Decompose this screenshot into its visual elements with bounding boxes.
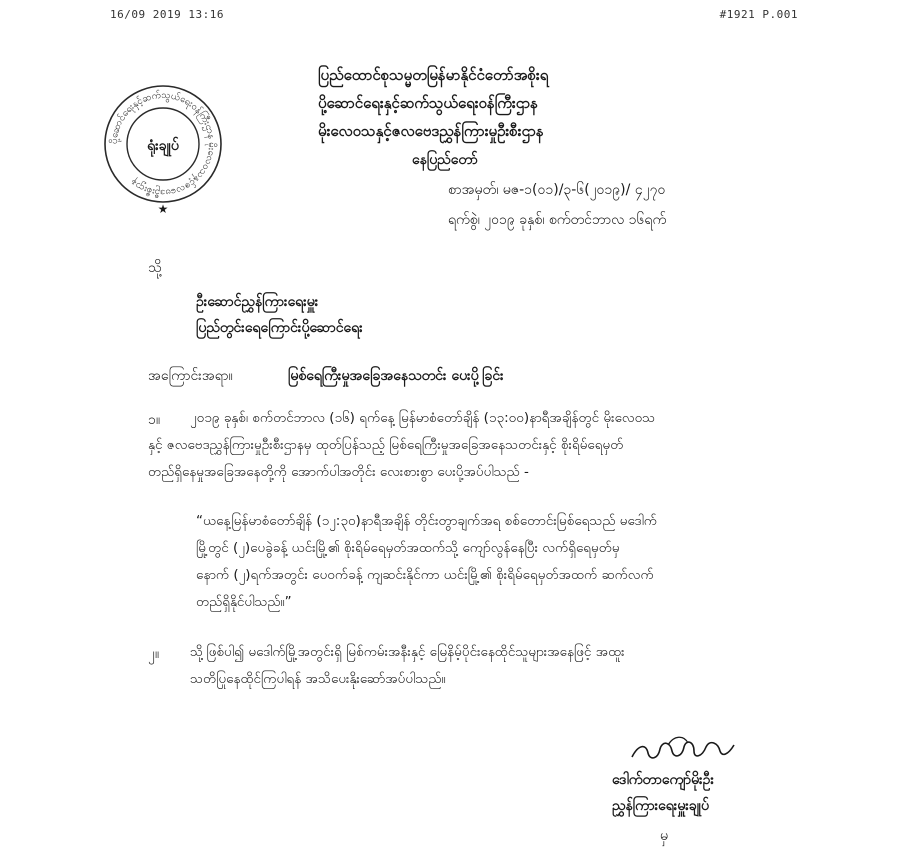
office-seal-stamp	[100, 74, 226, 218]
letter-date: ရက်စွဲ၊ ၂၀၁၉ ခုနှစ်၊ စက်တင်ဘာလ ၁၆ရက်	[448, 212, 667, 228]
handwritten-signature	[628, 735, 738, 765]
forecast-quote-line-3: နောက် (၂)ရက်အတွင်း ပေ၀က်ခန့် ကျဆင်းနိုင်ကာ ယင်းမြို့၏ စိုးရိမ်ရေမှတ်အထက် ဆက်လက်	[196, 567, 654, 583]
paragraph-2-number: ၂။	[148, 646, 160, 662]
header-ministry: ပို့ဆောင်ရေးနှင့်ဆက်သွယ်ရေးဝန်ကြီးဌာန	[318, 94, 538, 112]
subject-label: အကြောင်းအရာ။	[148, 368, 233, 384]
header-government: ပြည်ထောင်စုသမ္မတမြန်မာနိုင်ငံတော်အစိုးရ	[318, 66, 549, 84]
signature-mark: မှ	[660, 828, 668, 844]
paragraph-1-line-2: နှင့် ဇလဗေဒညွှန်ကြားမှုဦးစီးဌာနမှ ထုတ်ပြန်သည့် မြစ်ရေကြီးမှုအခြေအနေသတင်းနှင့် စိုးရိမ်ရေမှတ်	[148, 437, 624, 453]
header-city: နေပြည်တော်	[412, 152, 478, 168]
header-department: မိုးလေဝသနှင့်ဇလဗေဒညွှန်ကြားမှုဦးစီးဌာန	[318, 122, 544, 140]
recipient-to: သို့	[148, 260, 162, 276]
paragraph-1-line-3: တည်ရှိနေမှုအခြေအနေတို့ကို အောက်ပါအတိုင်း လေးစားစွာ ပေးပို့အပ်ပါသည် -	[148, 464, 529, 480]
fax-datetime: 16/09 2019 13:16	[110, 8, 224, 21]
signatory-name: ဒေါက်တာကျော်မိုးဦး	[612, 772, 715, 788]
seal-ring-text: ပို့ဆောင်ရေးနှင့်ဆက်သွယ်ရေးဝန်ကြီးဌာန မိုးလေဝသနှင့်ဇလဗေဒဦးစီးဌာန	[108, 89, 218, 199]
paragraph-1-number: ၁။	[148, 412, 161, 428]
paragraph-2-line-2: သတိပြုနေထိုင်ကြပါရန် အသိပေးနိုးဆော်အပ်ပါသည်။	[190, 671, 446, 687]
forecast-quote-line-2: မြို့တွင် (၂)ပေခွဲခန့် ယင်းမြို့၏ စိုးရိမ်ရေမှတ်အထက်သို့ ကျော်လွန်နေပြီး လက်ရှိရေမှတ်မှ	[196, 540, 620, 556]
fax-page-id: #1921 P.001	[719, 8, 798, 21]
paragraph-2-line-1: သို့ဖြစ်ပါ၍ မဒေါက်မြို့အတွင်းရှိ မြစ်ကမ်းအနီးနှင့် မြေနိမ့်ပိုင်းနေထိုင်သူများအနေဖြင့် အထူး	[190, 644, 625, 660]
recipient-organization: ပြည်တွင်းရေကြောင်းပို့ဆောင်ရေး	[196, 320, 363, 336]
paragraph-1-line-1: ၂၀၁၉ ခုနှစ်၊ စက်တင်ဘာလ (၁၆) ရက်နေ့ မြန်မာစံတော်ချိန် (၁၃:၀၀)နာရီအချိန်တွင် မိုးလေဝသ	[190, 410, 656, 426]
subject-text: မြစ်ရေကြီးမှုအခြေအနေသတင်း ပေးပို့ခြင်း	[288, 368, 504, 384]
recipient-title: ဦးဆောင်ညွှန်ကြားရေးမှူး	[196, 294, 319, 310]
seal-center-text: ရုံးချုပ်	[147, 138, 179, 154]
forecast-quote-line-1: “ယနေ့မြန်မာစံတော်ချိန် (၁၂:၃၀)နာရီအချိန် တိုင်းတွာချက်အရ စစ်တောင်းမြစ်ရေသည် မဒေါက်	[196, 513, 657, 529]
forecast-quote-line-4: တည်ရှိနိုင်ပါသည်။”	[196, 594, 292, 610]
seal-star-icon: ★	[157, 202, 169, 216]
reference-number: စာအမှတ်၊ မဇ-၁(၀၁)/၃-၆(၂၀၁၉)/ ၄၂၇၀	[448, 182, 666, 198]
signatory-title: ညွှန်ကြားရေးမှူးချုပ်	[612, 798, 709, 814]
